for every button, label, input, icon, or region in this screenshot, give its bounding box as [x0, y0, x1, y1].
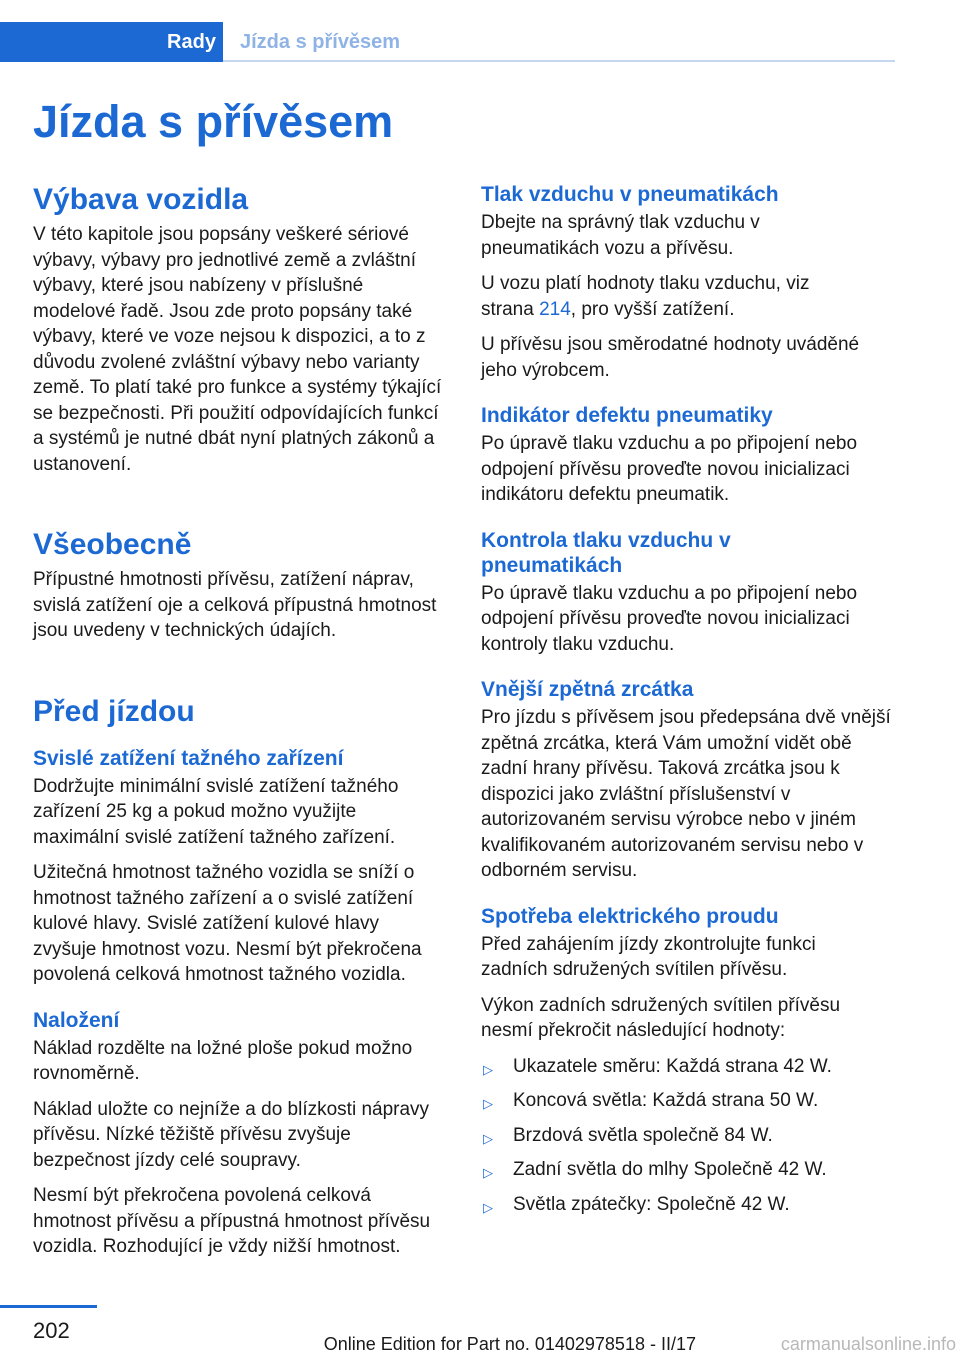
paragraph-nalozeni-2: Náklad uložte co nejníže a do blízkosti nápravy přívěsu. Nízké těžiště přívěsu zvyšuje bezpečnost jízdy celé soupravy. [33, 1098, 430, 1171]
heading-pred-jizdou: Před jízdou [33, 694, 195, 728]
list-item-text: Světla zpátečky: Společně 42 W. [513, 1193, 790, 1215]
list-item-text: Koncová světla: Každá strana 50 W. [513, 1090, 819, 1111]
list-item-text: Brzdová světla společně 84 W. [513, 1124, 773, 1146]
heading-tlak: Tlak vzduchu v pneumatikách [481, 183, 779, 206]
paragraph-nalozeni-1: Náklad rozdělte na ložné ploše pokud možno rovnoměrně. [33, 1037, 413, 1084]
right-column [481, 182, 899, 1226]
header-tab-rady[interactable]: Rady [160, 22, 223, 62]
heading-spotreba: Spotřeba elektrického proudu [481, 904, 779, 928]
page-title: Jízda s přívěsem [33, 96, 394, 147]
power-limit-list [481, 1054, 899, 1218]
paragraph-tlak-2 [481, 271, 841, 322]
watermark-text: carmanualsonline.info [780, 1334, 956, 1354]
paragraph-zrcatka: Pro jízdu s přívěsem jsou předepsána dvě vnější zpětná zrcátka, která Vám umožní vidět obě zadní hrany přívěsu. Taková zrcátka jsou k dispozici jako zvláštní příslušenství v autorizovaném servisu výrobce nebo v jiném kvalifikovaném autorizovaném servisu nebo v odborném servisu. [481, 707, 891, 881]
heading-zrcatka: Vnější zpětná zrcátka [481, 678, 694, 701]
header-underline [223, 60, 895, 62]
paragraph-kontrola: Po úpravě tlaku vzduchu a po připojení nebo odpojení přívěsu proveďte novou inicializaci kontroly tlaku vzduchu. [481, 582, 858, 655]
paragraph-nalozeni-3: Nesmí být překročena povolená celková hmotnost přívěsu a přípustná hmotnost přívěsu vozidla. Rozhodující je vždy nižší hmotnost. [33, 1185, 431, 1257]
paragraph-vseobecne: Přípustné hmotnosti přívěsu, zatížení náprav, svislá zatížení oje a celková přípustná hmotnost jsou uvedeny v technických údajích. [33, 569, 437, 641]
triangle-bullet-icon: ▷ [483, 1061, 493, 1077]
paragraph-spotreba-2: Výkon zadních sdružených svítilen přívěsu nesmí překročit následující hodnoty: [481, 994, 841, 1041]
paragraph-tlak-2-text-a: U vozu platí hodnoty tlaku vzduchu, viz strana [481, 273, 810, 320]
heading-kontrola: Kontrola tlaku vzduchu v pneumatikách [481, 528, 731, 577]
heading-indikator: Indikátor defektu pneumatiky [481, 404, 773, 427]
paragraph-spotreba-1: Před zahájením jízdy zkontrolujte funkci zadních sdružených svítilen přívěsu. [481, 933, 816, 980]
list-item-text: Ukazatele směru: Každá strana 42 W. [513, 1055, 832, 1077]
heading-vseobecne: Všeobecně [33, 528, 192, 561]
heading-nalozeni: Naložení [33, 1008, 120, 1032]
page-reference-link[interactable]: 214 [539, 298, 571, 320]
paragraph-tlak-1: Dbejte na správný tlak vzduchu v pneumatikách vozu a přívěsu. [481, 212, 760, 259]
triangle-bullet-icon: ▷ [483, 1130, 493, 1146]
footer-accent-line [0, 1305, 97, 1308]
paragraph-indikator: Po úpravě tlaku vzduchu a po připojení nebo odpojení přívěsu proveďte novou inicializaci indikátoru defektu pneumatik. [481, 433, 858, 505]
header-bar [0, 22, 895, 62]
triangle-bullet-icon: ▷ [483, 1165, 493, 1180]
header-section-title: Jízda s přívěsem [240, 31, 401, 53]
list-item [481, 1157, 899, 1183]
list-item [481, 1088, 899, 1114]
page-number: 202 [33, 1318, 70, 1343]
paragraph-svisle-1: Dodržujte minimální svislé zatížení tažného zařízení 25 kg a pokud možno využijte maximální svislé zatížení tažného zařízení. [33, 775, 399, 848]
list-item [481, 1192, 899, 1218]
header-accent-block [0, 22, 160, 62]
list-item-text: Zadní světla do mlhy Společně 42 W. [513, 1159, 827, 1180]
paragraph-svisle-2: Užitečná hmotnost tažného vozidla se sníží o hmotnost tažného zařízení a o svislé zatížení kulové hlavy. Svislé zatížení kulové hlavy zvyšuje hmotnost vozu. Nesmí být překročena povolená celková hmotnost tažného vozidla. [33, 862, 422, 985]
list-item [481, 1054, 899, 1080]
left-column [33, 180, 448, 1260]
paragraph-tlak-2-text-b: , pro vyšší zatížení. [570, 298, 735, 320]
paragraph-tlak-3: U přívěsu jsou směrodatné hodnoty uváděné jeho výrobcem. [481, 334, 860, 381]
edition-text: Online Edition for Part no. 01402978518 - II/17 [323, 1334, 696, 1354]
heading-svisle-zatizeni: Svislé zatížení tažného zařízení [33, 746, 344, 770]
triangle-bullet-icon: ▷ [483, 1096, 493, 1111]
triangle-bullet-icon: ▷ [483, 1199, 493, 1215]
list-item [481, 1123, 899, 1149]
paragraph-vybava: V této kapitole jsou popsány veškeré sériové výbavy, výbavy pro jednotlivé země a zvláštní výbavy, které jsou nabízeny v příslušné modelové řadě. Jsou zde proto popsány také výbavy, které ve voze nejsou k dispozici, a to z důvodu zvolené zvláštní výbavy nebo varianty země. To platí také pro funkce a systémy týkající se bezpečnosti. Při použití odpovídajících funkcí a systémů je nutné dbát nyní platných zákonů a ustanovení. [33, 224, 442, 475]
heading-vybava: Výbava vozidla [33, 183, 249, 216]
